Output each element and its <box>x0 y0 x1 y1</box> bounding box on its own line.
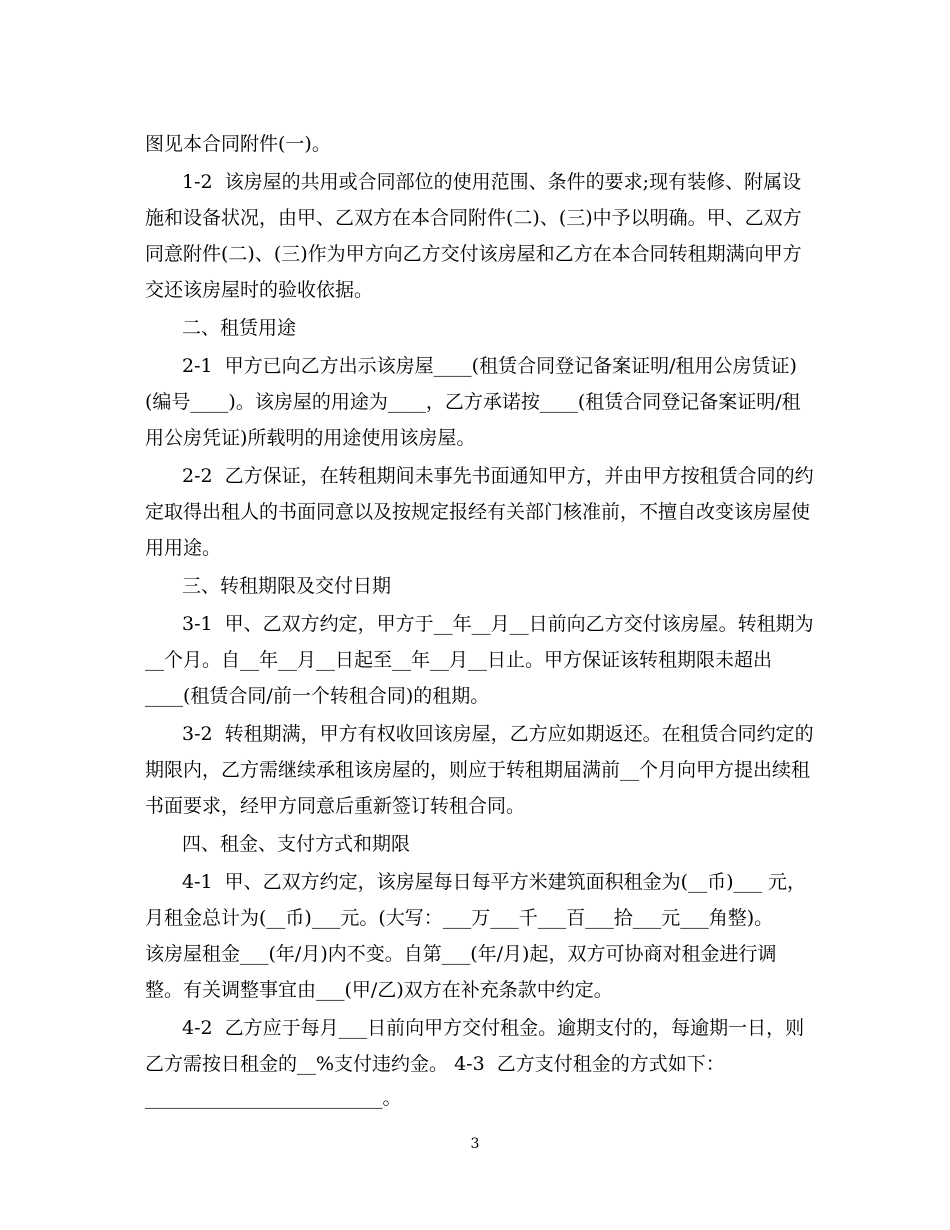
clause-3-1-line: 3-1 甲、乙双方约定，甲方于__年__月__日前向乙方交付该房屋。转租期为 <box>182 613 814 635</box>
clause-1-2-line: 1-2 该房屋的共用或合同部位的使用范围、条件的要求;现有装修、附属设 <box>182 171 802 193</box>
section-heading: 二、租赁用途 <box>182 317 297 339</box>
text-line: 乙方需按日租金的__%支付违约金。 4-3 乙方支付租金的方式如下： <box>145 1053 725 1075</box>
text-line: 交还该房屋时的验收依据。 <box>145 279 374 301</box>
text-line: 同意附件(二)、(三)作为甲方向乙方交付该房屋和乙方在本合同转租期满向甲方 <box>145 243 802 265</box>
text-line: 月租金总计为(__币)___元。(大写：___万___千___百___拾___元___角整)。 <box>145 907 774 929</box>
blank-fill-line: _________________________。 <box>145 1087 402 1109</box>
text-line: 用用途。 <box>145 537 222 559</box>
clause-4-1-line: 4-1 甲、乙双方约定，该房屋每日每平方米建筑面积租金为(__币)___ 元， <box>182 871 807 893</box>
text-line: (编号____)。该房屋的用途为____，乙方承诺按____(租赁合同登记备案证明/租 <box>145 391 801 413</box>
clause-3-2-line: 3-2 转租期满，甲方有权收回该房屋，乙方应如期返还。在租赁合同约定的 <box>182 723 814 745</box>
page-number: 3 <box>470 1136 480 1152</box>
text-line: ____(租赁合同/前一个转租合同)的租期。 <box>145 685 490 707</box>
section-heading: 四、租金、支付方式和期限 <box>182 833 411 855</box>
text-line: 用公房凭证)所载明的用途使用该房屋。 <box>145 427 476 449</box>
clause-4-2-line: 4-2 乙方应于每月___日前向甲方交付租金。逾期支付的，每逾期一日，则 <box>182 1017 805 1039</box>
clause-2-1-line: 2-1 甲方已向乙方出示该房屋____(租赁合同登记备案证明/租用公房赁证) <box>182 355 797 377</box>
text-line: 图见本合同附件(一)。 <box>145 133 331 155</box>
text-line: 定取得出租人的书面同意以及按规定报经有关部门核准前，不擅自改变该房屋使 <box>145 501 811 523</box>
text-line: 书面要求，经甲方同意后重新签订转租合同。 <box>145 795 526 817</box>
text-line: 期限内，乙方需继续承租该房屋的，则应于转租期届满前__个月向甲方提出续租 <box>145 759 811 781</box>
text-line: __个月。自__年__月__日起至__年__月__日止。甲方保证该转租期限未超出 <box>145 649 773 671</box>
clause-2-2-line: 2-2 乙方保证，在转租期间未事先书面通知甲方，并由甲方按租赁合同的约 <box>182 465 814 487</box>
text-line: 该房屋租金___(年/月)内不变。自第___(年/月)起，双方可协商对租金进行调 <box>145 943 777 965</box>
section-heading: 三、转租期限及交付日期 <box>182 575 392 597</box>
text-line: 施和设备状况，由甲、乙双方在本合同附件(二)、(三)中予以明确。甲、乙双方 <box>145 207 802 229</box>
text-line: 整。有关调整事宜由___(甲/乙)双方在补充条款中约定。 <box>145 979 613 1001</box>
